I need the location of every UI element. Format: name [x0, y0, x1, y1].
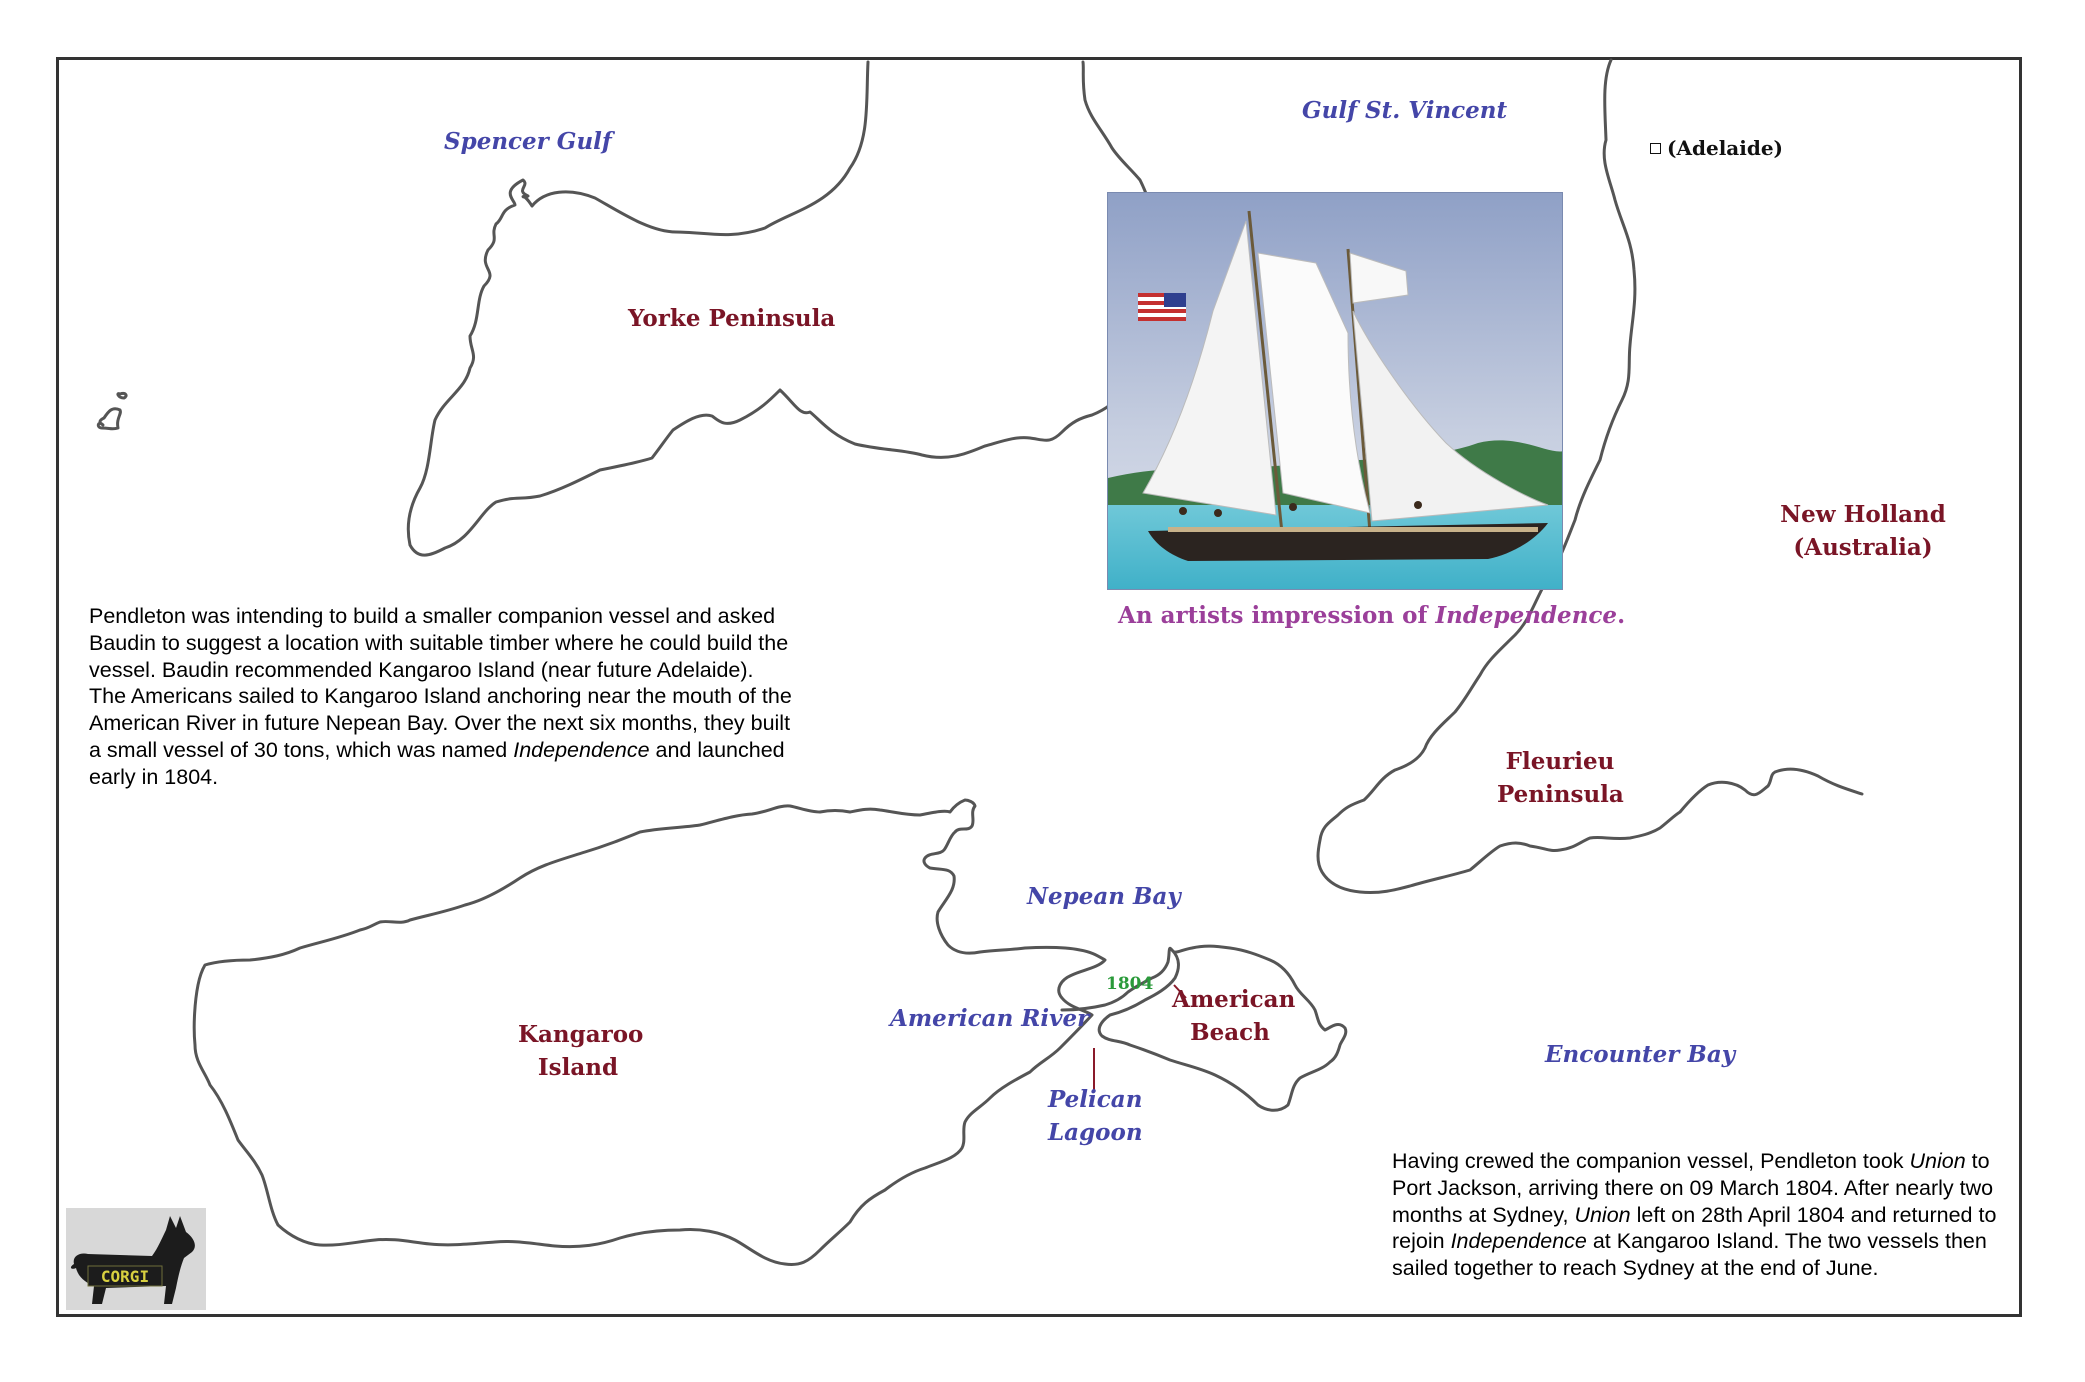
paragraph-1-part-1: Pendleton was intending to build a smaller companion vessel and asked Baudin to suggest a location with suitable timber where he could build the vessel. Baudin recommended Kangaroo Island (near future Adelaide). The Americans sailed to Kangaroo Island anchoring near the mouth of the American River in future Nepean Bay. Over the next six months, they built a small vessel of 30 tons, which was named — [89, 604, 792, 762]
encounter-bay-label: Encounter Bay — [1545, 1041, 1736, 1068]
paragraph-1-ship: Independence — [513, 737, 650, 762]
fleurieu-peninsula-label — [1497, 745, 1623, 811]
paragraph-kangaroo-island — [89, 603, 794, 791]
fleurieu-line-1: Fleurieu — [1505, 748, 1615, 775]
paragraph-2-ship-b: Union — [1574, 1202, 1631, 1227]
corgi-dog-icon — [66, 1208, 206, 1310]
kangaroo-line-1: Kangaroo — [518, 1021, 644, 1048]
crew-figure — [1414, 501, 1422, 509]
pelican-lagoon-label — [1048, 1083, 1143, 1149]
paragraph-2-ship-c: Independence — [1450, 1229, 1587, 1254]
new-holland-line-2: (Australia) — [1793, 534, 1933, 561]
pelican-lagoon-line-1: Pelican — [1048, 1086, 1143, 1113]
kangaroo-line-2: Island — [537, 1054, 619, 1081]
fleurieu-line-2: Peninsula — [1497, 781, 1624, 808]
american-river-label: American River — [890, 1005, 1090, 1032]
pelican-lagoon-line-2: Lagoon — [1048, 1119, 1143, 1146]
corgi-text: CORGI — [100, 1267, 150, 1286]
american-beach-line-1: American — [1172, 986, 1296, 1013]
crew-figure — [1289, 503, 1297, 511]
crew-figure — [1214, 509, 1222, 517]
spencer-gulf-label: Spencer Gulf — [444, 128, 612, 155]
american-beach-label — [1172, 983, 1296, 1049]
year-1804-marker: 1804 — [1106, 974, 1154, 994]
corgi-silhouette — [71, 1216, 195, 1304]
yorke-peninsula-label: Yorke Peninsula — [628, 305, 836, 332]
paragraph-port-jackson — [1392, 1148, 2012, 1282]
corgi-logo — [66, 1208, 206, 1310]
caption-ship-name: Independence — [1435, 602, 1618, 629]
adelaide-label — [1650, 136, 1783, 160]
flag-canton — [1164, 293, 1186, 307]
flag-stripe — [1138, 313, 1186, 317]
paragraph-2-part-1: Having crewed the companion vessel, Pendleton took — [1392, 1149, 1910, 1173]
caption-prefix: An artists impression of — [1118, 602, 1436, 629]
crew-figure — [1179, 507, 1187, 515]
gulf-st-vincent-label: Gulf St. Vincent — [1302, 97, 1508, 124]
paragraph-2-ship-a: Union — [1909, 1149, 1966, 1173]
paragraph-1-part-2: and launched early in 1804. — [89, 737, 785, 789]
hull-stripe — [1168, 527, 1538, 532]
town-square-icon — [1650, 143, 1661, 154]
caption-suffix: . — [1617, 602, 1626, 629]
new-holland-label — [1778, 498, 1948, 564]
adelaide-text: (Adelaide) — [1667, 136, 1784, 160]
nepean-bay-label: Nepean Bay — [1027, 883, 1181, 910]
kangaroo-island-label — [518, 1018, 644, 1084]
paragraph-2-part-3: left on 28th April 1804 and returned to rejoin — [1392, 1202, 1997, 1254]
small-island-west — [98, 393, 126, 428]
picture-caption — [1118, 602, 1625, 629]
paragraph-2-part-2: to Port Jackson, arriving there on 09 March 1804. After nearly two months at Sydney, — [1392, 1149, 1994, 1227]
paragraph-2-part-4: at Kangaroo Island. The two vessels then sailed together to reach Sydney at the end of June. — [1392, 1229, 1987, 1281]
ship-illustration — [1107, 192, 1563, 590]
american-beach-line-2: Beach — [1190, 1019, 1270, 1046]
new-holland-line-1: New Holland — [1780, 501, 1946, 528]
ship-illustration-svg — [1108, 193, 1563, 590]
